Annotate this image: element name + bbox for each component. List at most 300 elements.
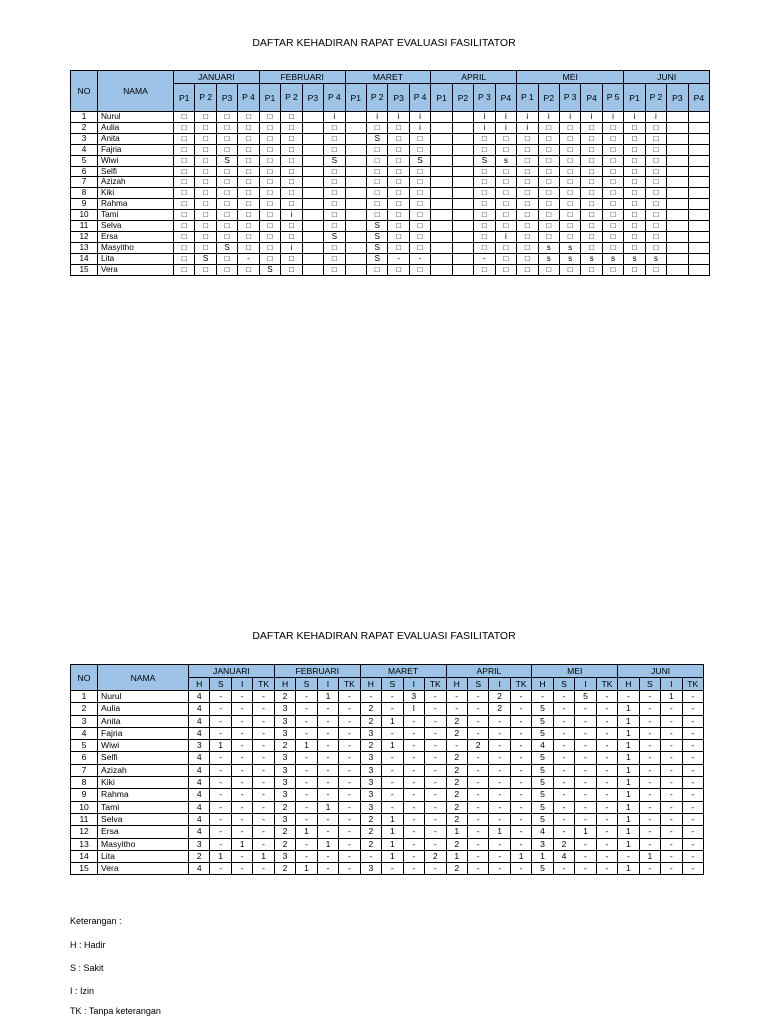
attendance-cell: [667, 166, 688, 177]
attendance-cell: □: [602, 133, 623, 144]
row-no: 9: [71, 199, 98, 210]
count-cell: -: [661, 752, 682, 764]
row-nama: Vera: [98, 863, 189, 875]
attendance-cell: i: [559, 112, 580, 123]
meeting-header: P3: [667, 84, 688, 112]
attendance-cell: □: [624, 242, 645, 253]
count-cell: -: [596, 752, 617, 764]
code-header: I: [317, 678, 338, 691]
count-cell: -: [489, 727, 510, 739]
attendance-cell: i: [366, 112, 387, 123]
attendance-cell: [345, 264, 366, 275]
count-cell: 1: [317, 691, 338, 703]
count-cell: -: [575, 801, 596, 813]
row-no: 7: [71, 764, 98, 776]
count-cell: -: [253, 813, 274, 825]
count-cell: 3: [274, 850, 295, 862]
attendance-cell: [431, 177, 452, 188]
attendance-cell: □: [602, 144, 623, 155]
col-nama-header: NAMA: [98, 71, 174, 112]
attendance-cell: [452, 112, 473, 123]
attendance-cell: □: [517, 242, 538, 253]
attendance-cell: □: [195, 188, 216, 199]
attendance-cell: □: [216, 221, 237, 232]
count-cell: 2: [360, 715, 381, 727]
count-cell: -: [553, 752, 574, 764]
attendance-cell: [431, 199, 452, 210]
attendance-cell: □: [495, 242, 516, 253]
attendance-cell: □: [366, 166, 387, 177]
row-no: 2: [71, 122, 98, 133]
attendance-cell: □: [409, 199, 430, 210]
count-cell: I: [403, 703, 424, 715]
attendance-cell: □: [195, 166, 216, 177]
attendance-cell: □: [324, 242, 345, 253]
row-nama: Rahma: [98, 199, 174, 210]
attendance-cell: □: [259, 155, 280, 166]
count-cell: -: [639, 764, 660, 776]
count-cell: 4: [189, 863, 210, 875]
count-cell: -: [682, 777, 704, 789]
count-cell: -: [575, 850, 596, 862]
count-cell: -: [553, 826, 574, 838]
attendance-cell: □: [238, 231, 259, 242]
attendance-cell: □: [238, 210, 259, 221]
count-cell: -: [575, 764, 596, 776]
count-cell: -: [639, 789, 660, 801]
table-row: [71, 715, 704, 727]
attendance-cell: i: [495, 231, 516, 242]
attendance-cell: □: [602, 210, 623, 221]
attendance-cell: S: [324, 155, 345, 166]
attendance-cell: □: [538, 144, 559, 155]
count-cell: -: [382, 764, 403, 776]
attendance-cell: □: [602, 188, 623, 199]
attendance-cell: □: [581, 166, 602, 177]
count-cell: -: [403, 764, 424, 776]
attendance-cell: □: [645, 133, 666, 144]
count-cell: -: [403, 727, 424, 739]
count-cell: 2: [360, 703, 381, 715]
meeting-header: P 5: [602, 84, 623, 112]
count-cell: 1: [618, 715, 639, 727]
count-cell: -: [253, 691, 274, 703]
attendance-cell: □: [538, 133, 559, 144]
count-cell: -: [467, 863, 488, 875]
row-no: 2: [71, 703, 98, 715]
code-header: TK: [510, 678, 531, 691]
meeting-header: P 4: [238, 84, 259, 112]
count-cell: -: [425, 764, 446, 776]
count-cell: 3: [360, 863, 381, 875]
count-cell: -: [403, 826, 424, 838]
count-cell: -: [210, 703, 231, 715]
attendance-cell: [667, 231, 688, 242]
code-header: H: [274, 678, 295, 691]
count-cell: -: [682, 838, 704, 850]
row-no: 13: [71, 242, 98, 253]
count-cell: 1: [532, 850, 553, 862]
count-cell: -: [317, 813, 338, 825]
code-header: TK: [682, 678, 704, 691]
attendance-cell: [431, 144, 452, 155]
attendance-cell: S: [216, 242, 237, 253]
count-cell: -: [339, 813, 360, 825]
count-cell: 3: [403, 691, 424, 703]
count-cell: -: [403, 801, 424, 813]
attendance-cell: s: [624, 253, 645, 264]
code-header: S: [639, 678, 660, 691]
count-cell: -: [467, 789, 488, 801]
code-header: S: [467, 678, 488, 691]
attendance-cell: □: [559, 144, 580, 155]
attendance-cell: S: [195, 253, 216, 264]
attendance-cell: □: [259, 199, 280, 210]
count-cell: 4: [553, 850, 574, 862]
table-row: [71, 727, 704, 739]
attendance-cell: □: [538, 210, 559, 221]
attendance-cell: □: [645, 177, 666, 188]
attendance-cell: S: [366, 242, 387, 253]
count-cell: -: [253, 752, 274, 764]
attendance-cell: □: [517, 264, 538, 275]
attendance-cell: □: [581, 122, 602, 133]
table-row: [71, 210, 710, 221]
attendance-cell: □: [388, 122, 409, 133]
count-cell: -: [339, 715, 360, 727]
attendance-cell: □: [388, 144, 409, 155]
count-cell: -: [661, 703, 682, 715]
table-row: [71, 850, 704, 862]
row-nama: Selfi: [98, 166, 174, 177]
count-cell: 1: [618, 813, 639, 825]
count-cell: -: [425, 777, 446, 789]
count-cell: -: [231, 727, 252, 739]
count-cell: -: [661, 838, 682, 850]
attendance-cell: □: [324, 210, 345, 221]
count-cell: -: [467, 752, 488, 764]
attendance-cell: □: [281, 133, 302, 144]
attendance-cell: -: [409, 253, 430, 264]
count-cell: -: [596, 691, 617, 703]
attendance-cell: □: [366, 264, 387, 275]
attendance-cell: □: [409, 210, 430, 221]
attendance-cell: □: [645, 144, 666, 155]
count-cell: 3: [360, 752, 381, 764]
attendance-cell: [688, 242, 709, 253]
count-cell: -: [661, 789, 682, 801]
count-cell: -: [553, 801, 574, 813]
table-row: [71, 242, 710, 253]
count-cell: -: [317, 764, 338, 776]
attendance-cell: □: [581, 210, 602, 221]
table-row: [71, 740, 704, 752]
row-nama: Lita: [98, 850, 189, 862]
count-cell: -: [425, 703, 446, 715]
attendance-cell: □: [259, 133, 280, 144]
count-cell: -: [489, 850, 510, 862]
count-cell: -: [403, 838, 424, 850]
count-cell: -: [210, 691, 231, 703]
count-cell: 2: [446, 789, 467, 801]
attendance-cell: s: [602, 253, 623, 264]
count-cell: -: [317, 752, 338, 764]
count-cell: -: [210, 764, 231, 776]
attendance-cell: □: [174, 144, 195, 155]
count-cell: -: [339, 777, 360, 789]
meeting-header: P2: [538, 84, 559, 112]
count-cell: -: [510, 715, 531, 727]
count-cell: -: [639, 813, 660, 825]
attendance-cell: □: [581, 264, 602, 275]
count-cell: -: [210, 789, 231, 801]
count-cell: -: [661, 777, 682, 789]
attendance-cell: □: [238, 112, 259, 123]
count-cell: 2: [274, 838, 295, 850]
row-no: 10: [71, 210, 98, 221]
attendance-cell: □: [495, 253, 516, 264]
count-cell: -: [296, 801, 317, 813]
attendance-cell: □: [409, 188, 430, 199]
count-cell: 1: [618, 801, 639, 813]
count-cell: -: [296, 838, 317, 850]
row-no: 1: [71, 691, 98, 703]
attendance-cell: [452, 210, 473, 221]
attendance-cell: [688, 199, 709, 210]
month-header: JANUARI: [189, 665, 275, 678]
meeting-header: P 2: [645, 84, 666, 112]
attendance-cell: [688, 112, 709, 123]
count-cell: 3: [360, 789, 381, 801]
attendance-cell: □: [281, 264, 302, 275]
count-cell: -: [467, 727, 488, 739]
row-no: 12: [71, 826, 98, 838]
attendance-cell: □: [174, 133, 195, 144]
row-no: 15: [71, 863, 98, 875]
attendance-cell: [667, 112, 688, 123]
count-cell: -: [253, 777, 274, 789]
count-cell: 5: [532, 764, 553, 776]
attendance-cell: □: [174, 112, 195, 123]
attendance-cell: □: [474, 177, 495, 188]
count-cell: -: [339, 863, 360, 875]
attendance-cell: [452, 231, 473, 242]
table-row: [71, 112, 710, 123]
attendance-cell: [345, 210, 366, 221]
sheet1-title: DAFTAR KEHADIRAN RAPAT EVALUASI FASILITATOR: [252, 37, 516, 49]
count-cell: -: [489, 764, 510, 776]
attendance-cell: □: [538, 264, 559, 275]
attendance-cell: [431, 133, 452, 144]
count-cell: 2: [274, 740, 295, 752]
attendance-cell: □: [409, 133, 430, 144]
count-cell: 2: [446, 764, 467, 776]
attendance-cell: □: [559, 122, 580, 133]
count-cell: 4: [189, 801, 210, 813]
count-cell: -: [575, 752, 596, 764]
attendance-cell: □: [581, 221, 602, 232]
count-cell: -: [231, 691, 252, 703]
attendance-cell: □: [216, 177, 237, 188]
attendance-cell: [688, 221, 709, 232]
attendance-cell: □: [281, 221, 302, 232]
count-cell: -: [425, 863, 446, 875]
count-cell: -: [510, 789, 531, 801]
attendance-cell: □: [259, 253, 280, 264]
attendance-cell: □: [581, 199, 602, 210]
count-cell: 4: [189, 789, 210, 801]
attendance-cell: [431, 242, 452, 253]
count-cell: -: [403, 740, 424, 752]
attendance-cell: □: [559, 188, 580, 199]
count-cell: -: [575, 813, 596, 825]
count-cell: 2: [489, 703, 510, 715]
count-cell: -: [489, 777, 510, 789]
attendance-cell: □: [324, 188, 345, 199]
attendance-cell: □: [474, 231, 495, 242]
row-nama: Rahma: [98, 789, 189, 801]
attendance-cell: □: [174, 231, 195, 242]
count-cell: -: [253, 801, 274, 813]
attendance-cell: i: [409, 122, 430, 133]
attendance-cell: □: [216, 253, 237, 264]
count-cell: -: [553, 777, 574, 789]
attendance-cell: □: [281, 144, 302, 155]
month-header: JUNI: [618, 665, 704, 678]
attendance-cell: □: [581, 133, 602, 144]
count-cell: 2: [446, 752, 467, 764]
count-cell: -: [661, 863, 682, 875]
table-row: [71, 703, 704, 715]
col-no-header: NO: [71, 665, 98, 691]
count-cell: 2: [360, 813, 381, 825]
attendance-cell: □: [174, 122, 195, 133]
attendance-cell: □: [366, 155, 387, 166]
attendance-cell: □: [409, 264, 430, 275]
attendance-cell: S: [216, 155, 237, 166]
attendance-cell: □: [366, 188, 387, 199]
attendance-cell: □: [409, 144, 430, 155]
attendance-cell: □: [366, 177, 387, 188]
attendance-cell: □: [495, 144, 516, 155]
count-cell: -: [231, 703, 252, 715]
month-header: MARET: [360, 665, 446, 678]
count-cell: -: [510, 752, 531, 764]
count-cell: -: [661, 727, 682, 739]
code-header: TK: [253, 678, 274, 691]
count-cell: -: [661, 813, 682, 825]
count-cell: -: [425, 715, 446, 727]
count-cell: -: [553, 740, 574, 752]
attendance-cell: □: [388, 133, 409, 144]
attendance-cell: [452, 199, 473, 210]
attendance-cell: □: [517, 221, 538, 232]
count-cell: -: [210, 752, 231, 764]
count-cell: 2: [446, 801, 467, 813]
attendance-cell: □: [174, 253, 195, 264]
attendance-cell: □: [174, 210, 195, 221]
attendance-cell: [345, 166, 366, 177]
attendance-cell: □: [624, 210, 645, 221]
code-header: I: [489, 678, 510, 691]
count-cell: -: [403, 789, 424, 801]
count-cell: -: [467, 703, 488, 715]
attendance-cell: [431, 112, 452, 123]
attendance-cell: □: [645, 122, 666, 133]
attendance-cell: [452, 253, 473, 264]
legend-heading: Keterangan :: [70, 916, 122, 926]
count-cell: -: [575, 863, 596, 875]
count-cell: -: [403, 715, 424, 727]
count-cell: -: [575, 838, 596, 850]
attendance-cell: □: [281, 177, 302, 188]
row-nama: Azizah: [98, 764, 189, 776]
attendance-cell: □: [195, 122, 216, 133]
count-cell: 3: [274, 703, 295, 715]
table-row: [71, 253, 710, 264]
table-row: [71, 813, 704, 825]
count-cell: -: [596, 838, 617, 850]
count-cell: 3: [274, 727, 295, 739]
attendance-cell: □: [216, 264, 237, 275]
count-cell: -: [253, 740, 274, 752]
attendance-cell: □: [538, 122, 559, 133]
attendance-cell: □: [388, 231, 409, 242]
row-nama: Masyitho: [98, 242, 174, 253]
row-no: 5: [71, 740, 98, 752]
attendance-cell: □: [324, 133, 345, 144]
row-no: 3: [71, 715, 98, 727]
code-header: I: [575, 678, 596, 691]
attendance-cell: [452, 264, 473, 275]
attendance-cell: □: [645, 155, 666, 166]
attendance-cell: □: [517, 210, 538, 221]
count-cell: -: [446, 691, 467, 703]
attendance-cell: [345, 122, 366, 133]
attendance-cell: i: [645, 112, 666, 123]
attendance-cell: □: [216, 122, 237, 133]
attendance-cell: □: [538, 166, 559, 177]
count-cell: -: [296, 727, 317, 739]
row-nama: Selfi: [98, 752, 189, 764]
count-cell: 1: [618, 838, 639, 850]
count-cell: -: [446, 703, 467, 715]
count-cell: -: [339, 752, 360, 764]
count-cell: -: [575, 703, 596, 715]
count-cell: -: [639, 740, 660, 752]
attendance-cell: [667, 199, 688, 210]
count-cell: -: [639, 801, 660, 813]
meeting-header: P4: [495, 84, 516, 112]
count-cell: -: [425, 801, 446, 813]
attendance-cell: □: [216, 199, 237, 210]
row-no: 8: [71, 188, 98, 199]
count-cell: -: [596, 826, 617, 838]
attendance-cell: [667, 221, 688, 232]
attendance-cell: S: [366, 231, 387, 242]
attendance-cell: [302, 231, 323, 242]
attendance-cell: □: [624, 166, 645, 177]
count-cell: -: [596, 813, 617, 825]
attendance-cell: □: [324, 166, 345, 177]
count-cell: 2: [189, 850, 210, 862]
attendance-cell: □: [645, 242, 666, 253]
count-cell: 3: [189, 740, 210, 752]
count-cell: -: [317, 777, 338, 789]
attendance-cell: S: [324, 231, 345, 242]
count-cell: -: [682, 727, 704, 739]
count-cell: -: [253, 727, 274, 739]
